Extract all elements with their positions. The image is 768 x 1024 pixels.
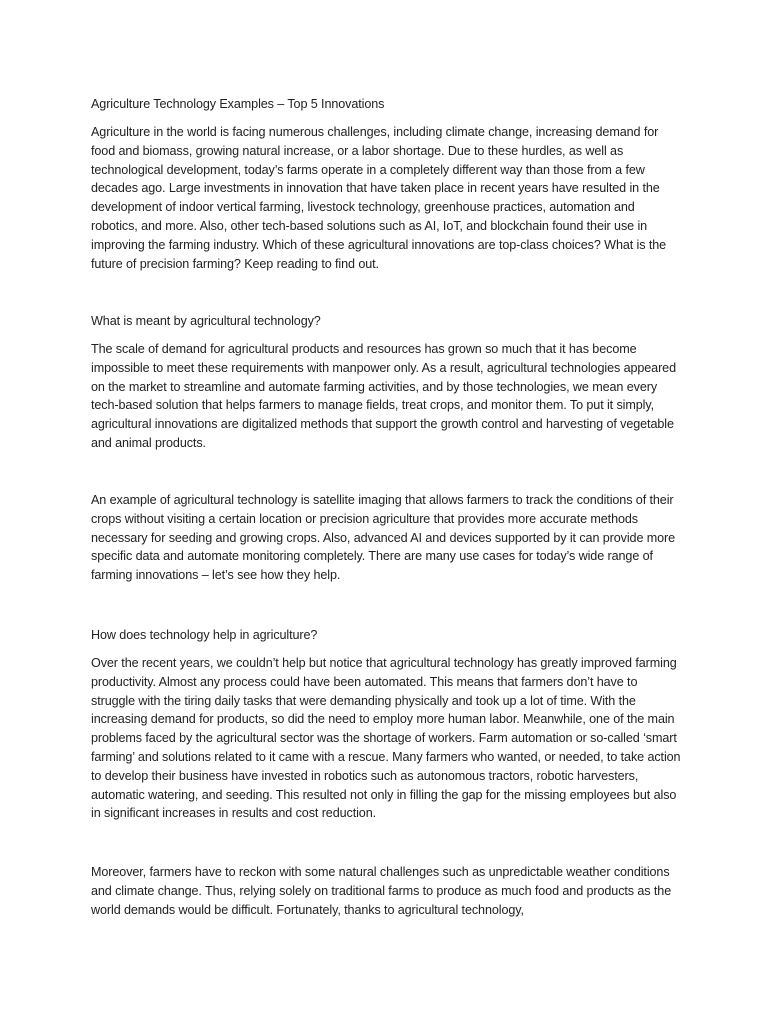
section-heading-how-tech-helps: How does technology help in agriculture?	[91, 628, 318, 642]
section-paragraph: The scale of demand for agricultural products and resources has grown so much that it has become impossible to meet these requirements with manpower only. As a result, agricultural technologies appeared on the market to streamline and automate farming activities, and by those technologies, we mean every tech-based solution that helps farmers to manage fields, treat crops, and monitor them. To put it simply, agricultural innovations are digitalized methods that support the growth control and harvesting of vegetable and animal products.	[91, 342, 676, 450]
section-paragraph: Moreover, farmers have to reckon with some natural challenges such as unpredictable weather conditions and climate change. Thus, relying solely on traditional farms to produce as much food and products as the world demands would be difficult. Fortunately, thanks to agricultural technology,	[91, 865, 672, 917]
section-heading-what-is-agtech: What is meant by agricultural technology?	[91, 314, 321, 328]
section-paragraph: An example of agricultural technology is satellite imaging that allows farmers to track the conditions of their crops without visiting a certain location or precision agriculture that provides more accurate methods necessary for seeding and growing crops. Also, advanced AI and devices supported by it can provide more specific data and automate monitoring completely. There are many use cases for today’s wide range of farming innovations – let’s see how they help.	[91, 493, 676, 583]
section-paragraph: Over the recent years, we couldn’t help but notice that agricultural technology has greatly improved farming productivity. Almost any process could have been automated. This means that farmers don’t have to struggle with the tiring daily tasks that were demanding physically and took up a lot of time. With the increasing demand for products, so did the need to employ more human labor. Meanwhile, one of the main problems faced by the agricultural sector was the shortage of workers. Farm automation or so-called ‘smart farming’ and solutions related to it came with a rescue. Many farmers who wanted, or needed, to take action to develop their business have invested in robotics such as autonomous tractors, robotic harvesters, automatic watering, and seeding. This resulted not only in filling the gap for the missing employees but also in significant increases in results and cost reduction.	[91, 656, 681, 821]
document-title: Agriculture Technology Examples – Top 5 Innovations	[91, 97, 385, 111]
intro-paragraph: Agriculture in the world is facing numerous challenges, including climate change, increasing demand for food and biomass, growing natural increase, or a labor shortage. Due to these hurdles, as well as technological development, today’s farms operate in a completely different way than those from a few decades ago. Large investments in innovation that have taken place in recent years have resulted in the development of indoor vertical farming, livestock technology, greenhouse practices, automation and robotics, and more. Also, other tech-based solutions such as AI, IoT, and blockchain found their use in improving the farming industry. Which of these agricultural innovations are top-class choices? What is the future of precision farming? Keep reading to find out.	[91, 125, 667, 271]
